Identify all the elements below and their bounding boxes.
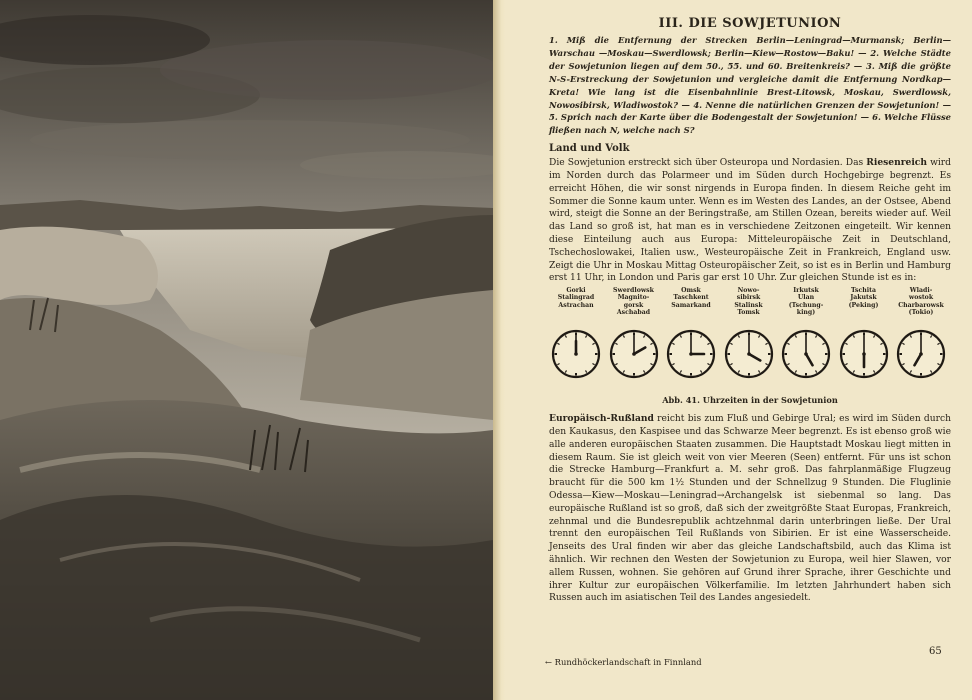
zone-city: Wladi-: [909, 287, 933, 295]
para-text: wird im Norden durch das Polarmeer und im Süden durch Hochgebirge begrenzt. Es erreicht Höhen, die wir sonst nirgends in Europa finden. In diesem Reiche geht im Sommer die Sonne kaum unter. Wenn es im Westen des Landes, an der Ostsee, Abend wird, steigt die Sonne an der Beringstraße, am Stillen Ozean, bereits wieder auf. Weil das Land so groß ist, hat man es in verschiedene Zeitzonen eingeteilt. Wir kennen diese Einteilung auch aus Europa: Mitteleuropäische Zeit in Deutschland, Tschechoslowakei, Italien usw., Westeuropäische Zeit in Frankreich, England usw. Zeigt die Uhr in Moskau Mittag Osteuropäischer Zeit, so ist es in Berlin und Hamburg erst 11 Uhr, in London und Paris gar erst 10 Uhr. Zur gleichen Stunde ist es in:: [549, 158, 951, 284]
page-gutter: [493, 0, 505, 700]
zone-city: Tomsk: [737, 308, 760, 316]
zone-label: [892, 287, 950, 316]
clock-icon: [609, 329, 659, 379]
zone-city: Taschkent: [673, 294, 709, 302]
zone-label: [605, 287, 663, 316]
zone-city: Charbarowsk: [898, 301, 944, 309]
para-bold: Europäisch-Rußland: [549, 413, 654, 425]
clock-icon: [724, 329, 774, 379]
zone-city: sibirsk: [736, 294, 761, 302]
zone-city: Stalinsk: [734, 301, 763, 309]
paragraph-land-und-volk: [549, 157, 951, 285]
zone-city: wostok: [908, 294, 934, 302]
zone-label: [777, 287, 835, 316]
zone-city: Jakutsk: [850, 294, 877, 302]
clock-icon: [896, 329, 946, 379]
para-text: Die Sowjetunion erstreckt sich über Osteuropa und Nordasien. Das: [549, 158, 867, 169]
zone-city: Tschita: [850, 287, 876, 295]
question-block: 1. Miß die Entfernung der Strecken Berlin—Leningrad—Murmansk; Berlin—Warschau —Moskau—Swerdlowsk; Berlin—Kiew—Rostow—Baku! — 2. Welche Städte der Sowjetunion liegen auf dem 50., 55. und 60. Breitenkreis? — 3. Miß die größte N-S-Erstreckung der Sowjetunion und vergleiche damit die Entfernung Nordkap—Kreta! Wie lang ist die Eisenbahnlinie Brest-Litowsk, Moskau, Swerdlowsk, Nowosibirsk, Wladiwostok? — 4. Nenne die natürlichen Grenzen der Sowjetunion! — 5. Sprich nach der Karte über die Bodengestalt der Sowjetunion! — 6. Welche Flüsse fließen nach N, welche nach S?: [549, 35, 951, 136]
zone-city: Magnito-: [617, 294, 650, 302]
zone-city: (Peking): [848, 301, 879, 309]
zone-label: [547, 287, 605, 309]
clock-icon: [666, 329, 716, 379]
zone-label: [662, 287, 720, 309]
zone-city: (Tokio): [908, 308, 934, 316]
zone-city: Omsk: [681, 287, 701, 295]
zone-city: gorsk: [623, 301, 644, 309]
figure-caption: Abb. 41. Uhrzeiten in der Sowjetunion: [662, 395, 838, 406]
clock-icon: [551, 329, 601, 379]
zone-city: Irkutsk: [793, 287, 819, 295]
chapter-title: III. DIE SOWJETUNION: [658, 16, 842, 31]
zone-city: Ulan: [797, 294, 815, 302]
clock-icon: [781, 329, 831, 379]
paragraph-europaeisch-russland: [549, 413, 951, 605]
zone-city: Aschabad: [616, 308, 651, 316]
photo-caption: ← Rundhöckerlandschaft in Finnland: [545, 657, 702, 667]
section-heading: Land und Volk: [549, 143, 630, 155]
zone-city: king): [796, 308, 816, 316]
zone-city: (Tschung-: [788, 301, 824, 309]
zone-city: Stalingrad: [557, 294, 595, 302]
zone-city: Swerdlowsk: [613, 287, 654, 295]
time-zone-figure: [549, 287, 951, 395]
zone-label: [720, 287, 778, 316]
para-text: reicht bis zum Fluß und Gebirge Ural; es wird im Süden durch den Kaukasus, den Kaspisee und das Schwarze Meer begrenzt. Es ist ebenso groß wie alle anderen europäischen Staaten zusammen. Die Hauptstadt Moskau liegt mitten in diesem Raum. Sie ist gleich weit von vier Meeren (Seen) entfernt. Für uns ist schon die Strecke Hamburg—Frankfurt a. M. sehr groß. Das fahrplanmäßige Flugzeug braucht für die 500 km 1½ Stunden und der Schnellzug 9 Stunden. Die Fluglinie Odessa—Kiew—Moskau—Leningrad→Archangelsk ist siebenmal so lang. Das europäische Rußland ist so groß, daß sich der zweitgrößte Staat Europas, Frankreich, zehnmal und die Bundesrepublik achtzehnmal darin unterbringen ließe. Der Ural trennt den europäischen Teil Rußlands von Sibirien. Er ist eine Wasserscheide. Jenseits des Ural finden wir aber das gleiche Landschaftsbild, auch das Klima ist ähnlich. Wir rechnen den Westen der Sowjetunion zu Europa, weil hier Slawen, vor allem Russen, wohnen. Sie gehören auf Grund ihrer Sprache, ihrer Geschichte und ihrer Kultur zur europäischen Völkerfamilie. Im letzten Jahrhundert haben sich Russen auch im asiatischen Teil des Landes angesiedelt.: [549, 414, 951, 604]
para-bold: Riesenreich: [866, 157, 927, 169]
clock-icon: [839, 329, 889, 379]
zone-city: Nowo-: [737, 287, 760, 295]
page-content: [549, 16, 951, 605]
zone-city: Astrachan: [558, 301, 594, 309]
zone-city: Samarkand: [671, 301, 711, 309]
zone-label: [835, 287, 893, 309]
page-number: 65: [929, 646, 942, 657]
right-page: [505, 0, 972, 700]
zone-city: Gorki: [566, 287, 586, 295]
